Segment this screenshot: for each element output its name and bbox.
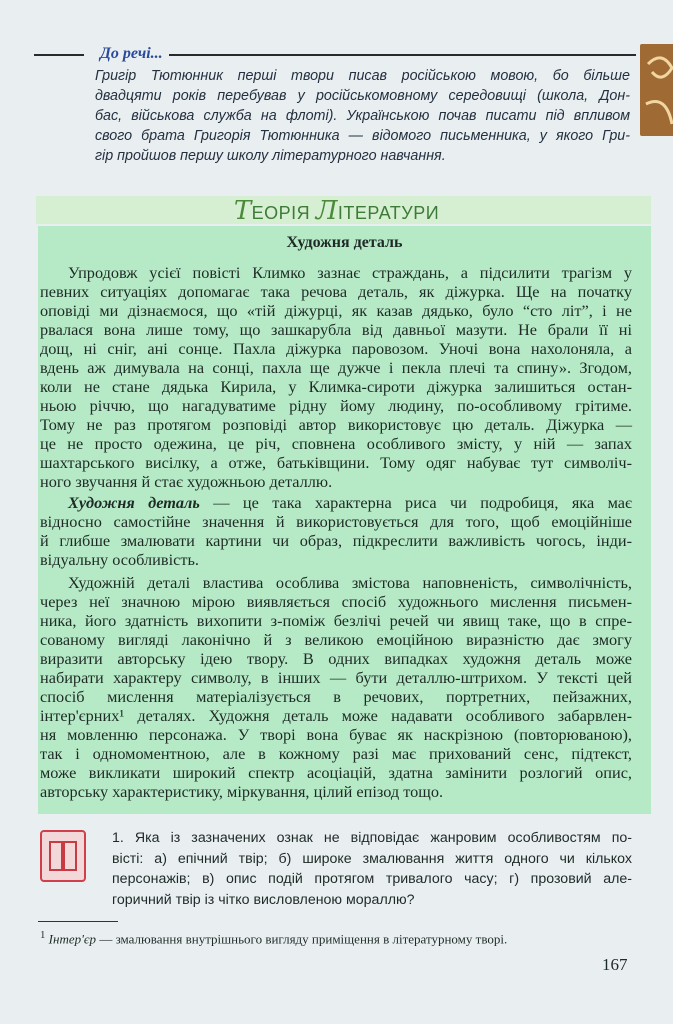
text-line: коли не стане дядька Кирила, у Климка-сироти діжурка залишиться остан-: [40, 377, 632, 396]
text-line: шахтарського висілку, а отже, батьківщини. Тому одяг набуває тут символіч-: [40, 453, 632, 472]
text-line: персонажів; в) опис подій протягом тривалого часу; г) прозовий але-: [112, 871, 632, 887]
paragraph: [40, 573, 632, 801]
title-part: ІТЕРАТУРИ: [337, 203, 440, 223]
text-line: сованому вигляді лаконічно й з великою емоційною виразністю дає змогу: [40, 630, 632, 649]
footnote-mark: 1: [40, 929, 46, 941]
text-line: вісті: а) епічний твір; б) широке змалювання життя одного чи кількох: [112, 850, 632, 867]
text-line: горичний твір із чітко висловленою мораллю?: [112, 891, 415, 908]
note-header: [34, 44, 636, 64]
text-line: гір пройшов першу школу літературного навчання.: [95, 148, 446, 164]
text-line: інтер'єрних¹ деталях. Художня деталь може надавати особливого забарвлен-: [40, 706, 632, 725]
text-line: це не просто одежина, це річ, сповнена особливого змісту, у ній — запах: [40, 434, 632, 453]
text-line: двадцяти років перебував у російськомовному середовищі (школа, Дон-: [95, 88, 630, 104]
text-line: може викликати широкий спектр асоціацій, здатна замінити розлогий опис,: [40, 763, 632, 782]
text-line: авторську характеристику, міркування, цілий епізод тощо.: [40, 782, 444, 801]
text-line: ня мовленню персонажа. У творі вона буває як наскрізною (повторюваною),: [40, 725, 632, 744]
ornament-icon: [640, 44, 673, 136]
text-line: [40, 493, 632, 512]
text-line: оповіді ми дізнаємося, що «тій діжурці, як казав дядько, було “сто літ”, і не: [40, 301, 632, 320]
text-line: певних ситуаціях допомагає така речова деталь, як діжурка. Ще на початку: [40, 282, 632, 301]
paragraph: [40, 263, 632, 491]
title-part: ЕОРІЯ: [251, 203, 316, 223]
section-title: [0, 196, 673, 226]
note-text: [95, 66, 630, 166]
text-line: рвалася вона лише тому, що зашкарубла від давньої мазути. Не брали її ні: [40, 320, 632, 339]
text-line: спосіб мислення матеріалізується в речових, портретних, пейзажних,: [40, 687, 632, 706]
question: [112, 828, 632, 910]
page-number: 167: [602, 955, 628, 974]
definition-paragraph: [40, 493, 632, 569]
text-line: так і одномоментною, але в кожному разі має прихований сенс, підтекст,: [40, 744, 632, 763]
defined-term: Художня деталь: [68, 493, 200, 512]
text-line: бас, військова служба на флоті). Українською почав писати під впливом: [95, 108, 630, 124]
text-line: відуальну особливість.: [40, 550, 199, 569]
text-line: виразити авторську ідею твору. В одних випадках художня деталь може: [40, 649, 632, 668]
footnote-divider: [38, 921, 118, 922]
text-line: дощ, ні сніг, ані сонце. Пахла діжурка паровозом. Уночі вона нахолоняла, а: [40, 339, 632, 358]
note-label: До речі...: [94, 44, 169, 63]
footnote-term: Інтер'єр: [48, 931, 97, 947]
title-initial: Т: [233, 196, 252, 226]
text-line: ньою річчю, що нагадуватиме рідну йому людину, по-особливому грітиме.: [40, 396, 632, 415]
book-icon: [40, 830, 86, 882]
divider: [169, 54, 636, 56]
text-segment: — це така характерна риса чи подробиця, яка має: [199, 493, 632, 512]
theory-heading: Художня деталь: [286, 234, 403, 251]
text-line: Григір Тютюнник перші твори писав російською мовою, бо більше: [95, 68, 630, 84]
title-initial: Л: [315, 196, 338, 226]
text-line: 1. Яка із зазначених ознак не відповідає жанровим особливостям по-: [112, 830, 632, 846]
text-line: вдень аж димувала на сонці, пахла ще дужче і пекла плечі та спину». Згодом,: [40, 358, 632, 377]
text-line: відносно самостійне значення й використовується для того, щоб емоційніше: [40, 512, 632, 531]
text-line: Тому не раз протягом розповіді автор використовує цю деталь. Діжурка —: [40, 415, 632, 434]
text-line: набирати характеру символу, в інших — бути деталлю-штрихом. У тексті цей: [40, 668, 632, 687]
text-line: Художній деталі властива особлива змістова наповненість, символічність,: [68, 573, 632, 592]
footnote: [40, 926, 640, 948]
footnote-text: — змалювання внутрішнього вигляду приміщення в літературному творі.: [96, 931, 508, 947]
text-line: свого брата Григорія Тютюнника — відомого письменника, у якого Гри-: [95, 128, 630, 144]
text-line: й глибше змалювати картини чи образ, підкреслити важливість чогось, інди-: [40, 531, 632, 550]
text-line: Упродовж усієї повісті Климко зазнає страждань, а підсилити трагізм у: [68, 263, 632, 282]
text-line: ного звучання й стає художньою деталлю.: [40, 472, 333, 491]
text-line: ника, його здатність вихопити з-поміж безлічі речей чи явищ таке, що в спре-: [40, 611, 632, 630]
text-line: через неї значною мірою виявляється спосіб художнього мислення письмен-: [40, 592, 632, 611]
divider: [34, 54, 84, 56]
